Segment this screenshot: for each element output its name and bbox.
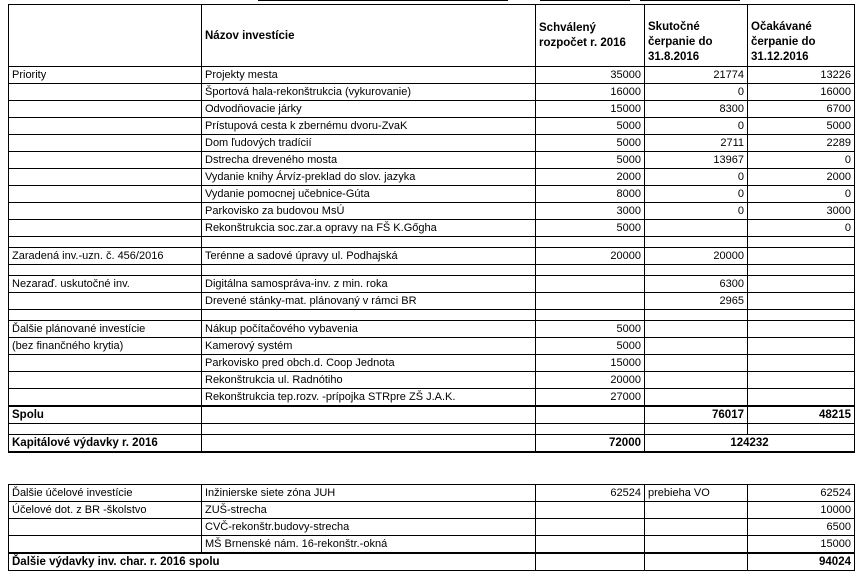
row-name: Nákup počítačového vybavenia: [202, 321, 536, 338]
table-row: [9, 248, 855, 265]
header-row: [9, 5, 855, 67]
row-approved: 5000: [536, 118, 645, 135]
spacer-row: [9, 310, 855, 321]
kapital-row: [9, 435, 855, 453]
table-row: [9, 485, 855, 502]
second-total-label: Ďalšie výdavky inv. char. r. 2016 spolu: [9, 553, 536, 571]
group-label: (bez finančného krytia): [9, 338, 202, 355]
row-expected: 5000: [748, 118, 855, 135]
row-name: Rekonštrukcia ul. Radnótiho: [202, 372, 536, 389]
row-name: Inžinierske siete zóna JUH: [202, 485, 536, 502]
group-label: Ďalšie plánované investície: [9, 321, 202, 338]
row-name: Športová hala-rekonštrukcia (vykurovanie): [202, 84, 536, 101]
table-row: [9, 536, 855, 554]
row-approved: 5000: [536, 321, 645, 338]
row-approved: 8000: [536, 186, 645, 203]
row-actual: prebieha VO: [645, 485, 748, 502]
row-actual: 0: [645, 118, 748, 135]
row-expected: 0: [748, 186, 855, 203]
row-actual: 6300: [645, 276, 748, 293]
spacer-row: [9, 424, 855, 435]
row-name: Projekty mesta: [202, 67, 536, 84]
header-expected: Očakávané čerpanie do 31.12.2016: [748, 5, 855, 67]
row-expected: 62524: [748, 485, 855, 502]
row-actual: 8300: [645, 101, 748, 118]
table-row: [9, 502, 855, 519]
row-name: Kamerový systém: [202, 338, 536, 355]
row-expected: 3000: [748, 203, 855, 220]
table-row: [9, 135, 855, 152]
spolu-expected: 48215: [748, 406, 855, 424]
investment-table: [8, 4, 855, 453]
row-name: Parkovisko pred obch.d. Coop Jednota: [202, 355, 536, 372]
table-row: [9, 389, 855, 407]
second-table: [8, 484, 855, 571]
row-actual: [645, 220, 748, 237]
row-approved: 5000: [536, 152, 645, 169]
table-row: [9, 338, 855, 355]
row-name: CVČ-rekonštr.budovy-strecha: [202, 519, 536, 536]
group-label: Ďalšie účelové investície: [9, 485, 202, 502]
row-name: Rekonštrukcia tep.rozv. -prípojka STRpre ZŠ J.A.K.: [202, 389, 536, 407]
row-name: Vydanie knihy Árvíz-preklad do slov. jazyka: [202, 169, 536, 186]
group-label: Zaradená inv.-uzn. č. 456/2016: [9, 248, 202, 265]
kapital-label: Kapitálové výdavky r. 2016: [9, 435, 202, 453]
row-name: Odvodňovacie járky: [202, 101, 536, 118]
row-approved: 16000: [536, 84, 645, 101]
table-row: [9, 372, 855, 389]
kapital-total: 124232: [645, 435, 855, 453]
row-approved: 62524: [536, 485, 645, 502]
table-row: [9, 67, 855, 84]
row-expected: 0: [748, 220, 855, 237]
row-actual: 0: [645, 84, 748, 101]
group-label: Účelové dot. z BR -školstvo: [9, 502, 202, 519]
kapital-approved: 72000: [536, 435, 645, 453]
row-approved: 27000: [536, 389, 645, 407]
spacer-row: [9, 237, 855, 248]
spolu-label: Spolu: [9, 406, 202, 424]
row-expected: 16000: [748, 84, 855, 101]
row-actual: 0: [645, 203, 748, 220]
row-expected: 2000: [748, 169, 855, 186]
table-row: [9, 101, 855, 118]
table-row: [9, 152, 855, 169]
row-name: MŠ Brnenské nám. 16-rekonštr.-okná: [202, 536, 536, 554]
row-expected: 6500: [748, 519, 855, 536]
table-row: [9, 220, 855, 237]
row-actual: 0: [645, 169, 748, 186]
row-approved: 5000: [536, 220, 645, 237]
table-row: [9, 276, 855, 293]
second-total: 94024: [748, 553, 855, 571]
row-name: Rekonštrukcia soc.zar.a opravy na FŠ K.Gőgha: [202, 220, 536, 237]
table-row: [9, 519, 855, 536]
row-name: Terénne a sadové úpravy ul. Podhajská: [202, 248, 536, 265]
header-approved: Schválený rozpočet r. 2016: [536, 5, 645, 67]
row-approved: 20000: [536, 372, 645, 389]
row-name: Vydanie pomocnej učebnice-Gúta: [202, 186, 536, 203]
row-approved: 3000: [536, 203, 645, 220]
row-expected: [748, 248, 855, 265]
row-actual: 20000: [645, 248, 748, 265]
row-approved: 20000: [536, 248, 645, 265]
row-name: ZUŠ-strecha: [202, 502, 536, 519]
row-approved: 2000: [536, 169, 645, 186]
header-blank: [9, 5, 202, 67]
row-approved: 15000: [536, 355, 645, 372]
row-approved: 35000: [536, 67, 645, 84]
table-row: [9, 84, 855, 101]
table-row: [9, 118, 855, 135]
table-row: [9, 293, 855, 310]
row-expected: 0: [748, 152, 855, 169]
group-label: Priority: [9, 67, 202, 84]
row-approved: 5000: [536, 338, 645, 355]
row-approved: 15000: [536, 101, 645, 118]
row-actual: 21774: [645, 67, 748, 84]
row-name: Dom ľudových tradícií: [202, 135, 536, 152]
row-actual: 0: [645, 186, 748, 203]
spolu-row: [9, 406, 855, 424]
spolu-actual: 76017: [645, 406, 748, 424]
row-name: Parkovisko za budovou MsÚ: [202, 203, 536, 220]
row-name: Drevené stánky-mat. plánovaný v rámci BR: [202, 293, 536, 310]
table-row: [9, 169, 855, 186]
table-row: [9, 203, 855, 220]
row-expected: 13226: [748, 67, 855, 84]
second-total-row: [9, 553, 855, 571]
row-actual: 13967: [645, 152, 748, 169]
spacer-row: [9, 265, 855, 276]
row-expected: 6700: [748, 101, 855, 118]
table-row: [9, 355, 855, 372]
header-actual: Skutočné čerpanie do 31.8.2016: [645, 5, 748, 67]
row-expected: 2289: [748, 135, 855, 152]
row-actual: 2965: [645, 293, 748, 310]
row-expected: 10000: [748, 502, 855, 519]
row-expected: 15000: [748, 536, 855, 554]
group-label: Nezaraď. uskutočné inv.: [9, 276, 202, 293]
row-approved: 5000: [536, 135, 645, 152]
table-row: [9, 321, 855, 338]
table-row: [9, 186, 855, 203]
row-name: Digitálna samospráva-inv. z min. roka: [202, 276, 536, 293]
header-name: Názov investície: [202, 5, 536, 67]
row-name: Prístupová cesta k zbernému dvoru-ZvaK: [202, 118, 536, 135]
row-actual: 2711: [645, 135, 748, 152]
row-name: Dstrecha dreveného mosta: [202, 152, 536, 169]
top-rule: [0, 0, 860, 3]
